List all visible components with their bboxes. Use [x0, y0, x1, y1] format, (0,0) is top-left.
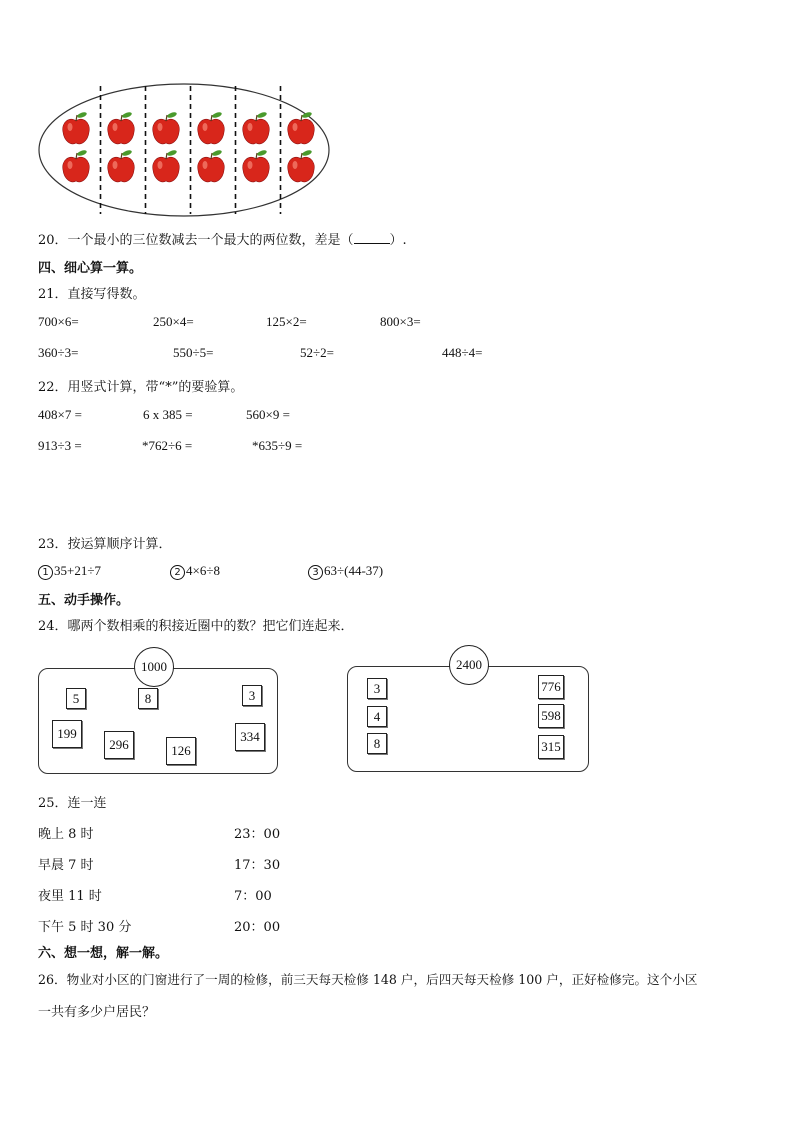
time-word-item[interactable]: 下午 5 时 30 分 [38, 920, 132, 935]
q21-item: 800×3= [380, 314, 421, 329]
q23-expression: 35+21÷7 [54, 563, 101, 578]
number-box[interactable]: 199 [52, 720, 82, 748]
question-26-line-1: 26．物业对小区的门窗进行了一周的检修，前三天每天检修 148 户，后四天每天检修 100 户，正好检修完。这个小区 [38, 972, 698, 987]
number-box[interactable]: 3 [367, 678, 387, 699]
number-box[interactable]: 598 [538, 704, 564, 728]
number-box[interactable]: 334 [235, 723, 265, 751]
section-4-heading: 四、细心算一算。 [38, 261, 143, 276]
section-6-heading: 六、想一想，解一解。 [38, 946, 169, 961]
section-5-heading: 五、动手操作。 [38, 593, 130, 608]
q22-item: 408×7 = [38, 407, 82, 422]
apple-icon [198, 149, 225, 182]
q22-item: 913÷3 = [38, 438, 82, 453]
q21-item: 52÷2= [300, 345, 334, 360]
target-circle-1000: 1000 [134, 647, 174, 687]
number-box[interactable]: 296 [104, 731, 134, 759]
apple-icon [198, 111, 225, 144]
oval-outline [39, 84, 329, 216]
apple-oval-svg [38, 82, 330, 218]
number-box[interactable]: 8 [138, 688, 158, 709]
time-digital-item[interactable]: 17：30 [234, 858, 281, 873]
circled-number: 3 [308, 565, 323, 580]
apple-icon [63, 149, 90, 182]
q21-item: 700×6= [38, 314, 79, 329]
q22-item: 560×9 = [246, 407, 290, 422]
apple-icon [243, 111, 270, 144]
apple-icon [108, 111, 135, 144]
apple-grouping-figure [38, 82, 330, 218]
answer-blank[interactable] [354, 231, 390, 244]
question-24-title: 24．哪两个数相乘的积接近圈中的数？把它们连起来． [38, 619, 354, 634]
question-22-title: 22．用竖式计算，带“*”的要验算。 [38, 380, 244, 395]
time-digital-item[interactable]: 20：00 [234, 920, 281, 935]
circled-number: 1 [38, 565, 53, 580]
q21-item: 250×4= [153, 314, 194, 329]
q21-item: 360÷3= [38, 345, 79, 360]
q23-item [170, 563, 220, 580]
circled-number: 2 [170, 565, 185, 580]
number-box[interactable]: 8 [367, 733, 387, 754]
question-20 [38, 229, 407, 248]
time-digital-item[interactable]: 7：00 [234, 889, 272, 904]
q23-expression: 63÷(44-37) [324, 563, 384, 578]
apple-icon [153, 111, 180, 144]
apple-icon [288, 111, 315, 144]
question-20-text: 20．一个最小的三位数减去一个最大的两位数，差是（ [38, 233, 354, 248]
time-digital-item[interactable]: 23：00 [234, 827, 281, 842]
target-circle-2400: 2400 [449, 645, 489, 685]
number-box[interactable]: 3 [242, 685, 262, 706]
apple-icon [153, 149, 180, 182]
q21-item: 125×2= [266, 314, 307, 329]
q22-item: 6 x 385 = [143, 407, 193, 422]
number-box[interactable]: 4 [367, 706, 387, 727]
q23-expression: 4×6÷8 [186, 563, 220, 578]
apple-icon [63, 111, 90, 144]
question-21-title: 21．直接写得数。 [38, 287, 146, 302]
question-23-title: 23．按运算顺序计算． [38, 537, 172, 552]
q22-item: *762÷6 = [142, 438, 193, 453]
time-word-item[interactable]: 早晨 7 时 [38, 858, 94, 873]
number-box[interactable]: 5 [66, 688, 86, 709]
q21-item: 550÷5= [173, 345, 214, 360]
q23-item [308, 563, 383, 580]
question-26-line-2: 一共有多少户居民？ [38, 1005, 156, 1020]
question-25-title: 25．连一连 [38, 796, 107, 811]
apple-icon [243, 149, 270, 182]
q22-item: *635÷9 = [252, 438, 303, 453]
question-20-end: ）. [389, 233, 407, 248]
number-box[interactable]: 126 [166, 737, 196, 765]
apple-icon [108, 149, 135, 182]
time-word-item[interactable]: 晚上 8 时 [38, 827, 94, 842]
number-box[interactable]: 776 [538, 675, 564, 699]
number-box[interactable]: 315 [538, 735, 564, 759]
apple-icon [288, 149, 315, 182]
time-word-item[interactable]: 夜里 11 时 [38, 889, 102, 904]
q23-item [38, 563, 101, 580]
q21-item: 448÷4= [442, 345, 483, 360]
